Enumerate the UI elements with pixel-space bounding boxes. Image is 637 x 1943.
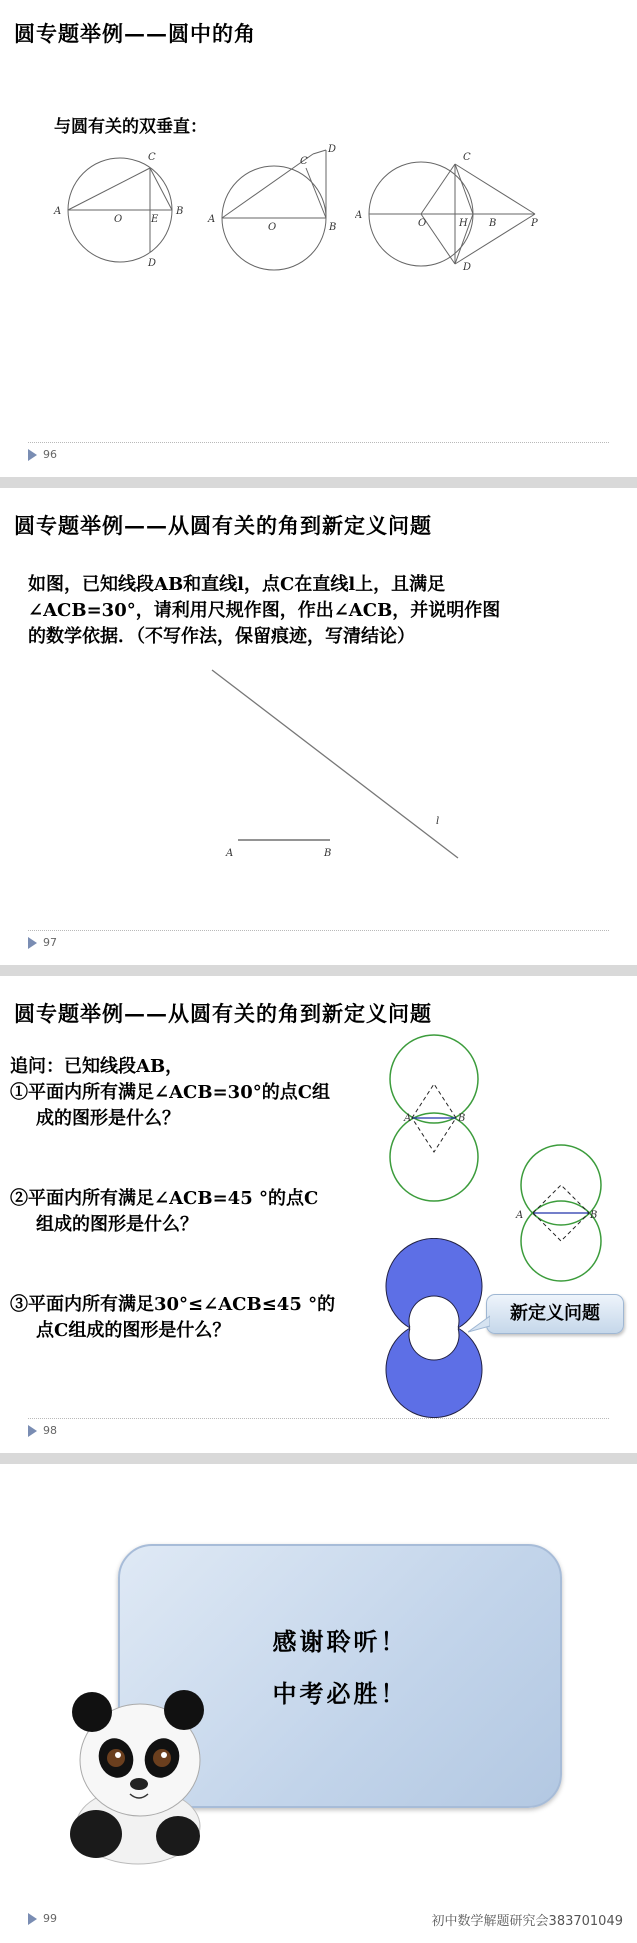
locus-30-figure: [366, 1032, 506, 1204]
label-h: H: [459, 218, 468, 229]
wish-text: 中考必胜！: [272, 1679, 408, 1708]
new-definition-callout: 新定义问题: [486, 1294, 624, 1334]
label-d: D: [463, 262, 472, 272]
slide-97: [0, 488, 637, 965]
label-l: l: [436, 816, 440, 827]
label-o: O: [268, 222, 277, 233]
label-b: B: [489, 218, 497, 229]
page-number: 98: [28, 1424, 57, 1437]
footer-divider: [28, 1418, 609, 1419]
page-marker-icon: [28, 1913, 37, 1925]
page-number: 96: [28, 448, 57, 461]
label-o: O: [418, 218, 427, 229]
problem-line-2: ∠ACB=30°，请利用尺规作图，作出∠ACB，并说明作图: [28, 600, 501, 621]
label-d: D: [328, 144, 337, 155]
slide-98: [0, 976, 637, 1453]
double-perpendicular-figure-3: [355, 142, 555, 272]
slide-99: [0, 1464, 637, 1943]
page-number: 97: [28, 936, 57, 949]
page-marker-icon: [28, 1425, 37, 1437]
followup-intro: 追问：已知线段AB，: [10, 1056, 184, 1077]
slide-96: [0, 0, 637, 477]
slide-title: 圆专题举例——从圆有关的角到新定义问题: [14, 1001, 432, 1026]
question-2-line-1: ②平面内所有满足∠ACB=45 °的点C: [10, 1188, 319, 1209]
watermark: 初中数学解题研究会383701049: [431, 1914, 623, 1929]
label-d: D: [148, 258, 157, 269]
page-number: 99: [28, 1912, 57, 1925]
label-c: C: [300, 156, 308, 167]
construction-figure: [0, 658, 637, 878]
double-perpendicular-figure-1: [50, 142, 200, 272]
label-b: B: [324, 848, 332, 859]
label-o: O: [114, 214, 123, 225]
label-b: B: [458, 1113, 466, 1124]
label-a: A: [226, 848, 234, 859]
label-c: C: [463, 152, 471, 163]
question-3-line-2: 点C组成的图形是什么？: [36, 1320, 231, 1341]
problem-line-3: 的数学依据．（不写作法，保留痕迹，写清结论）: [28, 626, 415, 647]
label-a: A: [54, 206, 62, 217]
question-3-line-1: ③平面内所有满足30°≤∠ACB≤45 °的: [10, 1294, 336, 1315]
callout-pointer-icon: [468, 1314, 490, 1334]
footer-divider: [28, 930, 609, 931]
panda-illustration: [56, 1676, 226, 1866]
label-a: A: [208, 214, 216, 225]
label-b: B: [176, 206, 184, 217]
label-a: A: [404, 1113, 412, 1124]
label-e: E: [151, 214, 159, 225]
slide-title: 圆专题举例——圆中的角: [14, 21, 256, 46]
page-marker-icon: [28, 449, 37, 461]
footer-divider: [28, 442, 609, 443]
question-1-line-1: ①平面内所有满足∠ACB=30°的点C组: [10, 1082, 331, 1103]
label-a: A: [355, 210, 363, 221]
thanks-text: 感谢聆听！: [272, 1627, 408, 1656]
slide-heading: 与圆有关的双垂直：: [54, 117, 207, 137]
problem-line-1: 如图，已知线段AB和直线l，点C在直线l上，且满足: [28, 574, 446, 595]
question-2-line-2: 组成的图形是什么？: [36, 1214, 198, 1235]
double-perpendicular-figure-2: [200, 142, 350, 272]
page-marker-icon: [28, 937, 37, 949]
question-1-line-2: 成的图形是什么？: [36, 1108, 180, 1129]
label-p: P: [531, 218, 538, 229]
label-b: B: [590, 1210, 598, 1221]
label-b: B: [329, 222, 337, 233]
locus-45-figure: [506, 1138, 616, 1288]
label-a: A: [516, 1210, 524, 1221]
label-c: C: [148, 152, 156, 163]
slide-title: 圆专题举例——从圆有关的角到新定义问题: [14, 513, 432, 538]
